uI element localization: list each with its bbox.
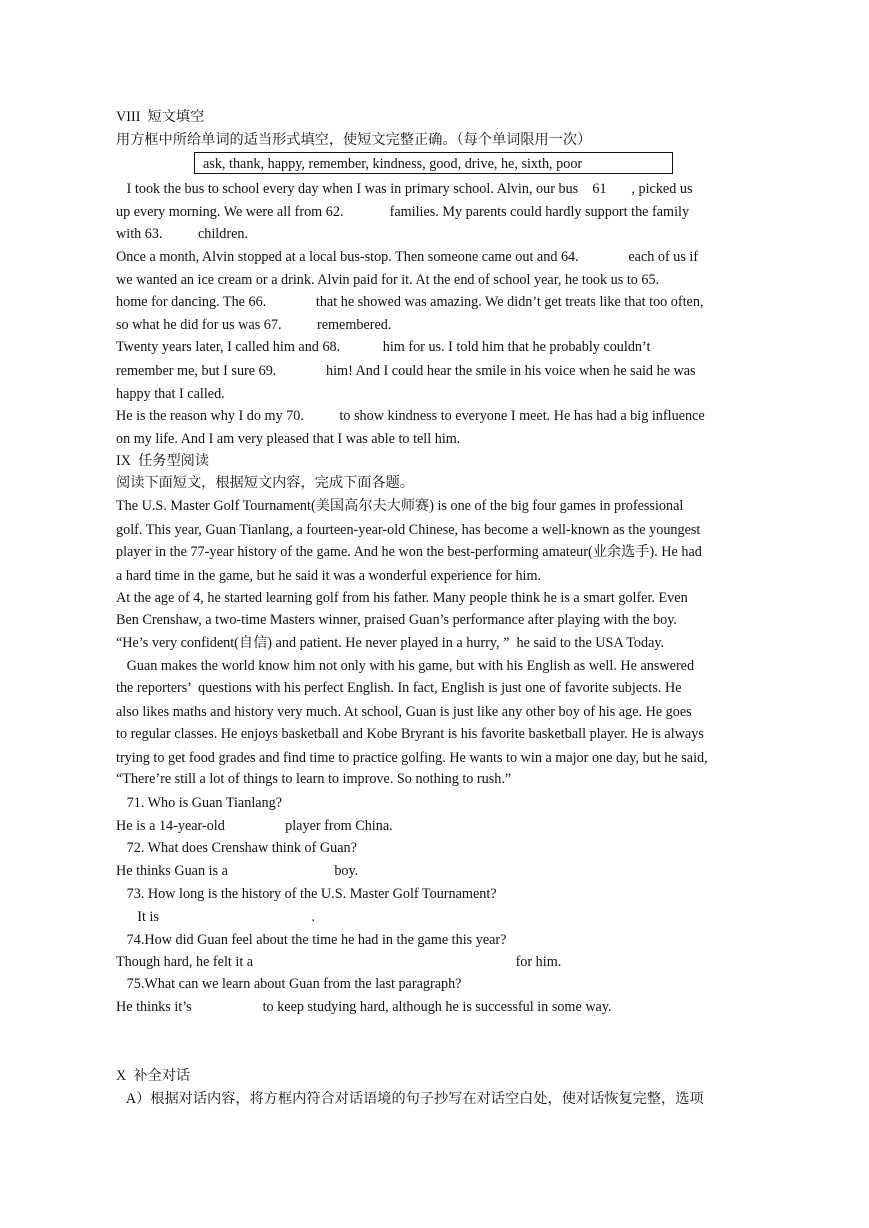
passage-line: Twenty years later, I called him and 68. him for us. I told him that he probably couldn’t	[116, 339, 651, 355]
passage-line: up every morning. We were all from 62. families. My parents could hardly support the family	[116, 204, 690, 220]
passage-line: on my life. And I am very pleased that I was able to tell him.	[116, 431, 461, 447]
reading-line: trying to get food grades and find time to practice golfing. He wants to win a major one day, but he said,	[116, 750, 708, 766]
answer-71: He is a 14-year-old player from China.	[116, 818, 393, 834]
reading-line: the reporters’ questions with his perfect English. In fact, English is just one of favorite subjects. He	[116, 680, 682, 696]
passage-line: we wanted an ice cream or a drink. Alvin paid for it. At the end of school year, he took us to 65.	[116, 272, 660, 288]
passage-line: Once a month, Alvin stopped at a local bus-stop. Then someone came out and 64. each of us if	[116, 249, 699, 265]
answer-72: He thinks Guan is a boy.	[116, 863, 359, 879]
section-10-title: X 补全对话	[116, 1068, 191, 1084]
answer-73: It is .	[116, 909, 316, 925]
section-9-title: IX 任务型阅读	[116, 453, 210, 469]
passage-line: remember me, but I sure 69. him! And I could hear the smile in his voice when he said he was	[116, 363, 696, 379]
question-74: 74.How did Guan feel about the time he had in the game this year?	[116, 932, 507, 948]
reading-line: golf. This year, Guan Tianlang, a fourteen-year-old Chinese, has become a well-known as the youngest	[116, 522, 701, 538]
reading-line: At the age of 4, he started learning golf from his father. Many people think he is a smart golfer. Even	[116, 590, 688, 606]
section-8-title: VIII 短文填空	[116, 109, 205, 125]
passage-line: home for dancing. The 66. that he showed was amazing. We didn’t get treats like that too often,	[116, 294, 704, 310]
word-box-text: ask, thank, happy, remember, kindness, good, drive, he, sixth, poor	[203, 156, 583, 172]
passage-line: I took the bus to school every day when I was in primary school. Alvin, our bus 61 , picked us	[116, 181, 693, 197]
passage-line: so what he did for us was 67. remembered.	[116, 317, 392, 333]
reading-line: The U.S. Master Golf Tournament(美国高尔夫大师赛) is one of the big four games in professional	[116, 498, 684, 514]
answer-74: Though hard, he felt it a for him.	[116, 954, 562, 970]
question-75: 75.What can we learn about Guan from the last paragraph?	[116, 976, 462, 992]
question-73: 73. How long is the history of the U.S. Master Golf Tournament?	[116, 886, 497, 902]
reading-line: also likes maths and history very much. At school, Guan is just like any other boy of his age. He goes	[116, 704, 692, 720]
passage-line: He is the reason why I do my 70. to show kindness to everyone I meet. He has had a big influence	[116, 408, 705, 424]
section-10-instruction: A）根据对话内容，将方框内符合对话语境的句子抄写在对话空白处，使对话恢复完整，选项	[116, 1091, 704, 1107]
reading-line: Ben Crenshaw, a two-time Masters winner, praised Guan’s performance after playing with the boy.	[116, 612, 677, 628]
reading-line: to regular classes. He enjoys basketball and Kobe Bryrant is his favorite basketball player. He is always	[116, 726, 704, 742]
reading-line: “He’s very confident(自信) and patient. He never played in a hurry, ” he said to the USA Today.	[116, 635, 665, 651]
question-71: 71. Who is Guan Tianlang?	[116, 795, 283, 811]
answer-75: He thinks it’s to keep studying hard, although he is successful in some way.	[116, 999, 612, 1015]
reading-line: a hard time in the game, but he said it was a wonderful experience for him.	[116, 568, 542, 584]
reading-line: “There’re still a lot of things to learn to improve. So nothing to rush.”	[116, 771, 512, 787]
passage-line: with 63. children.	[116, 226, 249, 242]
section-9-instruction: 阅读下面短文，根据短文内容，完成下面各题。	[116, 475, 414, 491]
passage-line: happy that I called.	[116, 386, 225, 402]
reading-line: Guan makes the world know him not only with his game, but with his English as well. He answered	[116, 658, 695, 674]
reading-line: player in the 77-year history of the game. And he won the best-performing amateur(业余选手). He had	[116, 544, 702, 560]
question-72: 72. What does Crenshaw think of Guan?	[116, 840, 357, 856]
section-8-instruction: 用方框中所给单词的适当形式填空，使短文完整正确。（每个单词限用一次）	[116, 132, 592, 148]
word-box	[194, 152, 673, 174]
